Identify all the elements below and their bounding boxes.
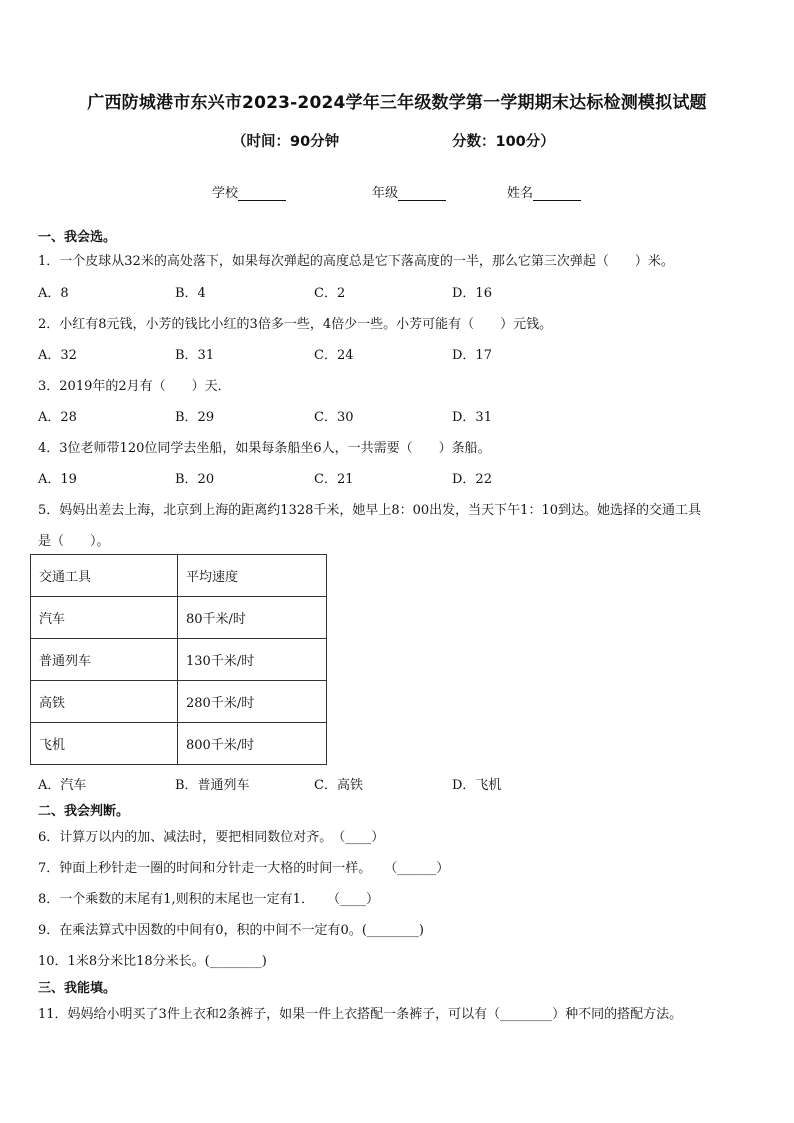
question-9: 9．在乘法算式中因数的中间有0，积的中间不一定有0。(________) xyxy=(38,923,424,938)
question-8: 8．一个乘数的末尾有1,则积的末尾也一定有1． （____） xyxy=(38,892,379,907)
option[interactable]: C．24 xyxy=(314,348,354,363)
option[interactable]: C．高铁 xyxy=(314,778,363,793)
speed-table xyxy=(30,554,327,765)
table-cell: 80千米/时 xyxy=(178,597,327,639)
school-blank[interactable] xyxy=(238,187,286,201)
question-4-options xyxy=(38,468,758,486)
question-2-options xyxy=(38,344,758,362)
exam-time: （时间：90分钟 xyxy=(232,134,340,150)
name-field xyxy=(507,182,581,201)
table-header-cell: 平均速度 xyxy=(178,555,327,597)
section-title: 二、我会判断。 xyxy=(38,804,130,819)
table-cell: 130千米/时 xyxy=(178,639,327,681)
option[interactable]: A．28 xyxy=(38,410,77,425)
school-field xyxy=(212,182,286,201)
table-cell: 汽车 xyxy=(31,597,178,639)
option[interactable]: B．29 xyxy=(175,410,215,425)
question-11: 11．妈妈给小明买了3件上衣和2条裤子，如果一件上衣搭配一条裤子，可以有（________）种不同的搭配方法。 xyxy=(38,1007,683,1022)
option[interactable]: D．16 xyxy=(452,286,492,301)
grade-field xyxy=(372,182,446,201)
option[interactable]: D．22 xyxy=(452,472,492,487)
option[interactable]: A．8 xyxy=(38,286,69,301)
table-header-cell: 交通工具 xyxy=(31,555,178,597)
question-5: 5．妈妈出差去上海，北京到上海的距离约1328千米，她早上8：00出发，当天下午1：10到达。她选择的交通工具 xyxy=(38,503,701,518)
name-blank[interactable] xyxy=(533,187,581,201)
section-title: 一、我会选。 xyxy=(38,230,117,245)
option[interactable]: B．普通列车 xyxy=(175,778,250,793)
option[interactable]: D．31 xyxy=(452,410,492,425)
question-4: 4．3位老师带120位同学去坐船，如果每条船坐6人，一共需要（ ）条船。 xyxy=(38,441,491,456)
option[interactable]: B．20 xyxy=(175,472,215,487)
table-row xyxy=(31,723,327,765)
table-row xyxy=(31,681,327,723)
option[interactable]: B．31 xyxy=(175,348,215,363)
question-5-options xyxy=(38,774,758,792)
table-header-row xyxy=(31,555,327,597)
option[interactable]: A．19 xyxy=(38,472,77,487)
table-cell: 飞机 xyxy=(31,723,178,765)
name-label: 姓名 xyxy=(507,186,534,201)
school-label: 学校 xyxy=(212,186,239,201)
table-row xyxy=(31,597,327,639)
question-3-options xyxy=(38,406,758,424)
question-3: 3．2019年的2月有（ ）天． xyxy=(38,379,231,394)
option[interactable]: D．17 xyxy=(452,348,492,363)
question-10: 10．1米8分米比18分米长。(________) xyxy=(38,954,267,969)
option[interactable]: D．飞机 xyxy=(452,778,502,793)
section-title: 三、我能填。 xyxy=(38,981,117,996)
table-cell: 280千米/时 xyxy=(178,681,327,723)
question-1-options xyxy=(38,282,758,300)
option[interactable]: A．32 xyxy=(38,348,77,363)
option[interactable]: C．21 xyxy=(314,472,354,487)
question-1: 1．一个皮球从32米的高处落下，如果每次弹起的高度总是它下落高度的一半，那么它第三次弹起（ ）米。 xyxy=(38,254,674,269)
question-7: 7．钟面上秒针走一圈的时间和分针走一大格的时间一样。 （______） xyxy=(38,861,450,876)
question-5-line2: 是（ ）。 xyxy=(38,534,110,549)
grade-blank[interactable] xyxy=(398,187,446,201)
exam-score: 分数：100分） xyxy=(452,134,555,150)
table-row xyxy=(31,639,327,681)
table-cell: 普通列车 xyxy=(31,639,178,681)
table-cell: 高铁 xyxy=(31,681,178,723)
grade-label: 年级 xyxy=(372,186,399,201)
table-cell: 800千米/时 xyxy=(178,723,327,765)
option[interactable]: C．2 xyxy=(314,286,346,301)
option[interactable]: A．汽车 xyxy=(38,778,87,793)
option[interactable]: C．30 xyxy=(314,410,354,425)
question-2: 2．小红有8元钱，小芳的钱比小红的3倍多一些，4倍少一些。小芳可能有（ ）元钱。 xyxy=(38,317,553,332)
exam-title: 广西防城港市东兴市2023-2024学年三年级数学第一学期期末达标检测模拟试题 xyxy=(87,93,707,113)
question-6: 6．计算万以内的加、减法时，要把相同数位对齐。 （____） xyxy=(38,830,385,845)
option[interactable]: B．4 xyxy=(175,286,206,301)
